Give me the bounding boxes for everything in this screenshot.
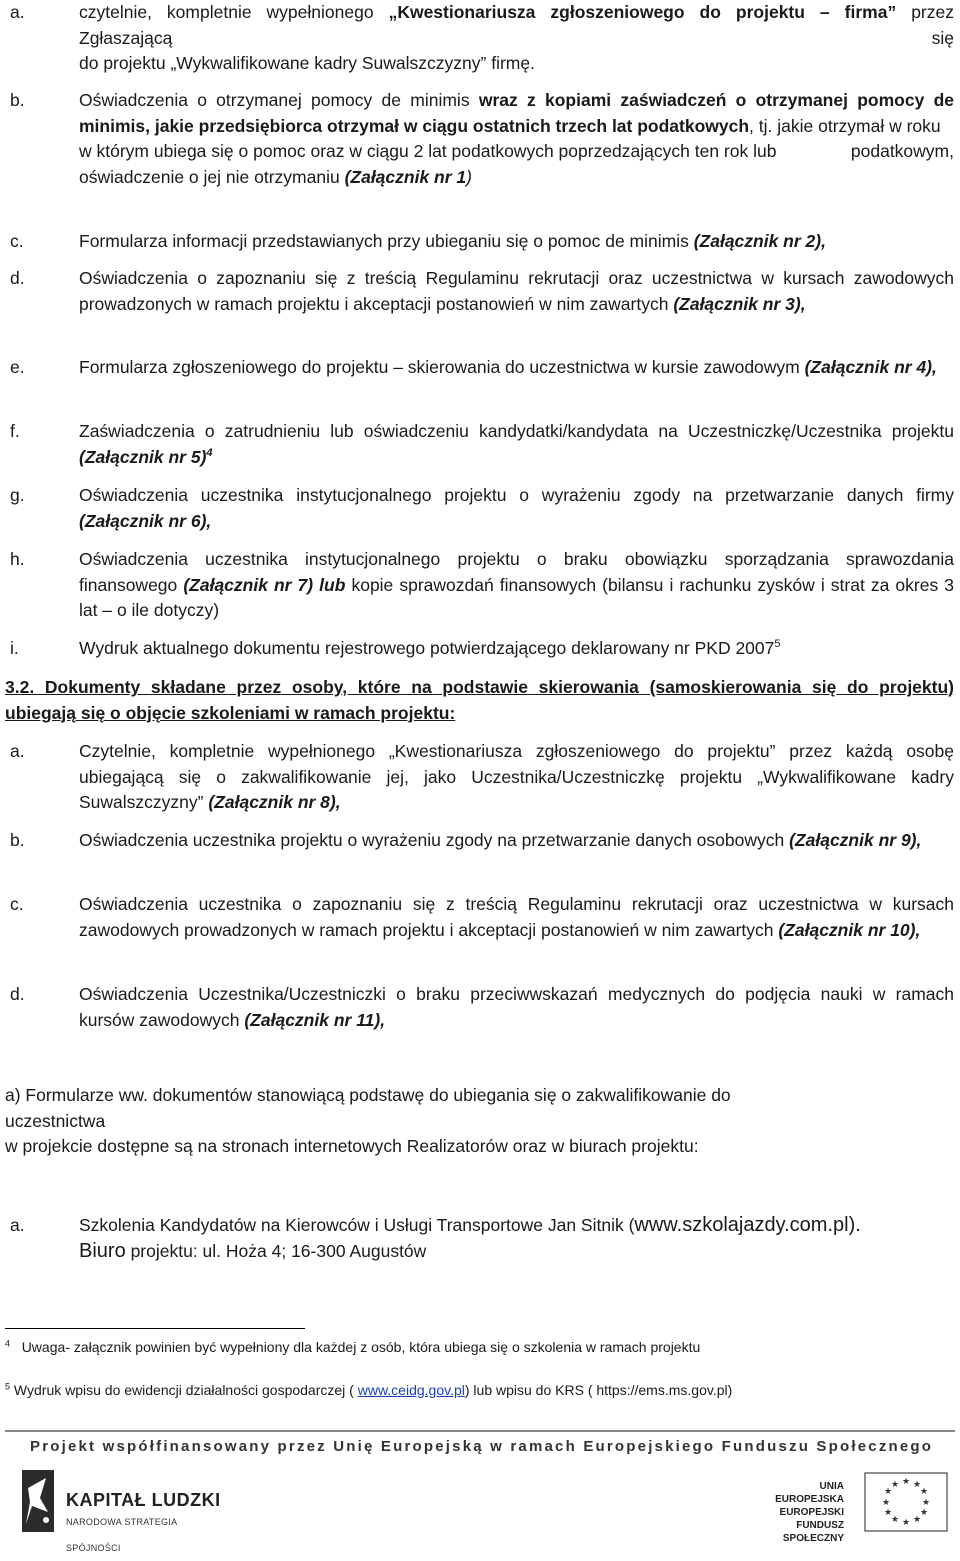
forms-note-line: uczestnictwa — [5, 1110, 106, 1131]
footnote-4: $^4$ Uwaga- załącznik powinien być wypełniony dla każdej z osób, która ubiega się o szkolenia w ramach projektu — [5, 1338, 701, 1355]
funding-statement: Projekt współfinansowany przez Unię Europejską w ramach Europejskiego Funduszu Społecznego — [30, 1438, 934, 1455]
item-label: g. — [10, 485, 25, 505]
svg-text:★: ★ — [901, 1477, 911, 1487]
item-text: Oświadczenia uczestnika instytucjonalnego projektu o wyrażeniu zgody na przetwarzanie danych firmy (Załącznik nr 6), — [79, 485, 954, 531]
item-label: c. — [10, 231, 24, 251]
item-label: a. — [10, 741, 25, 761]
item-text: Szkolenia Kandydatów na Kierowców i Usługi Transportowe Jan Sitnik (www.szkolajazdy.com.pl). Biuro projektu: ul. Hoża 4; 16-300 Augustów — [79, 1214, 861, 1262]
forms-note-line: a) Formularze ww. dokumentów stanowiącą podstawę do ubiegania się o zakwalifikowanie do — [5, 1085, 731, 1105]
svg-text:★: ★ — [883, 1487, 893, 1497]
footer-divider — [5, 1430, 955, 1432]
item-label: b. — [10, 90, 25, 110]
eu-logo — [750, 1470, 950, 1544]
kl-subtitle: NARODOWA STRATEGIA SPÓJNOŚCI — [66, 1517, 177, 1553]
svg-text:★: ★ — [901, 1518, 911, 1528]
svg-text:★: ★ — [912, 1480, 922, 1490]
svg-text:★: ★ — [890, 1480, 900, 1490]
item-label: e. — [10, 357, 25, 377]
svg-text:★: ★ — [912, 1515, 922, 1525]
svg-text:★: ★ — [890, 1515, 900, 1525]
item-text: Formularza informacji przedstawianych przy ubieganiu się o pomoc de minimis (Załącznik nr 2), — [79, 231, 826, 251]
kapital-ludzki-logo — [18, 1468, 228, 1553]
footnote-5: $^5$ Wydruk wpisu do ewidencji działalności gospodarczej ( www.ceidg.gov.pl) lub wpisu do KRS ( https://ems.ms.gov.pl) — [5, 1381, 733, 1398]
item-label: c. — [10, 894, 24, 914]
item-text: Oświadczenia Uczestnika/Uczestniczki o braku przeciwwskazań medycznych do podjęcia nauki w ramach kursów zawodowych (Załącznik nr 11), — [79, 984, 954, 1030]
svg-text:★: ★ — [881, 1498, 891, 1508]
item-label: d. — [10, 268, 25, 288]
realizator-url[interactable]: www.szkolajazdy.com.pl — [634, 1214, 849, 1236]
eu-line-2: EUROPEJSKI — [779, 1507, 844, 1518]
forms-note — [5, 1083, 860, 1160]
footnote-rule — [5, 1328, 305, 1329]
svg-text:★: ★ — [921, 1498, 931, 1508]
eu-line-3: FUNDUSZ SPOŁECZNY — [782, 1520, 844, 1544]
item-text: Wydruk aktualnego dokumentu rejestrowego potwierdzającego deklarowany nr PKD 2007$^5$ — [79, 638, 781, 658]
item-label: f. — [10, 421, 20, 441]
item-text: Oświadczenia o zapoznaniu się z treścią Regulaminu rekrutacji oraz uczestnictwa w kursach zawodowych prowadzonych w ramach projektu i akceptacji postanowień w nim zawartych (Załącznik nr 3), — [79, 268, 954, 314]
item-label: a. — [10, 2, 25, 22]
item-text: Oświadczenia o otrzymanej pomocy de minimis wraz z kopiami zaświadczeń o otrzymanej pomocy de minimis, jakie przedsiębiorca otrzymał w ciągu ostatnich trzech lat podatkowych, tj. jakie otrzymał w roku podatkowym, w którym ubiega się o pomoc oraz w ciągu 2 lat podatkowych poprzedzających ten rok lub oświadczenie o jej nie otrzymaniu (Załącznik nr 1) — [79, 90, 954, 187]
item-text: czytelnie, kompletnie wypełnionego „Kwestionariusza zgłoszeniowego do projektu – firma” przez Zgłaszającą się do projektu „Wykwalifikowane kadry Suwalszczyzny” firmę. — [79, 2, 954, 73]
svg-text:★: ★ — [883, 1508, 893, 1518]
kapital-ludzki-icon — [18, 1468, 58, 1534]
svg-text:★: ★ — [919, 1487, 929, 1497]
item-text: Czytelnie, kompletnie wypełnionego „Kwestionariusza zgłoszeniowego do projektu” przez każdą osobę ubiegającą się o zakwalifikowanie jej, jako Uczestnika/Uczestniczkę projektu „Wykwalifikowane kadry Suwalszczyzny” (Załącznik nr 8), — [79, 741, 954, 812]
forms-note-line: w projekcie dostępne są na stronach internetowych Realizatorów oraz w biurach projektu: — [5, 1136, 699, 1156]
kl-title: KAPITAŁ LUDZKI — [66, 1490, 221, 1510]
item-label: b. — [10, 830, 25, 850]
item-text: Oświadczenia uczestnika projektu o wyrażeniu zgody na przetwarzanie danych osobowych (Załącznik nr 9), — [79, 830, 922, 850]
item-label: d. — [10, 984, 25, 1004]
ceidg-link[interactable]: www.ceidg.gov.pl — [357, 1382, 465, 1398]
section-heading: 3.2. Dokumenty składane przez osoby, które na podstawie skierowania (samoskierowania się do projektu) ubiegają się o objęcie szkoleniami w ramach projektu: — [5, 677, 954, 723]
item-label: h. — [10, 549, 25, 569]
svg-text:★: ★ — [919, 1508, 929, 1518]
item-text: Zaświadczenia o zatrudnieniu lub oświadczeniu kandydatki/kandydata na Uczestniczkę/Uczestnika projektu (Załącznik nr 5)$^4$ — [79, 421, 954, 467]
eu-line-1: UNIA EUROPEJSKA — [775, 1481, 844, 1505]
item-label: a. — [10, 1215, 25, 1235]
item-text: Oświadczenia uczestnika o zapoznaniu się z treścią Regulaminu rekrutacji oraz uczestnictwa w kursach zawodowych prowadzonych w ramach projektu i akceptacji postanowień w nim zawartych (Załącznik nr 10), — [79, 894, 954, 940]
item-text: Oświadczenia uczestnika instytucjonalnego projektu o braku obowiązku sporządzania sprawozdania finansowego (Załącznik nr 7) lub kopie sprawozdań finansowych (bilansu i rachunku zysków i strat za okres 3 lat – o ile dotyczy) — [79, 549, 954, 620]
eu-flag-icon — [864, 1472, 948, 1532]
item-label: i. — [10, 638, 19, 658]
item-text: Formularza zgłoszeniowego do projektu – skierowania do uczestnictwa w kursie zawodowym (Załącznik nr 4), — [79, 357, 937, 377]
